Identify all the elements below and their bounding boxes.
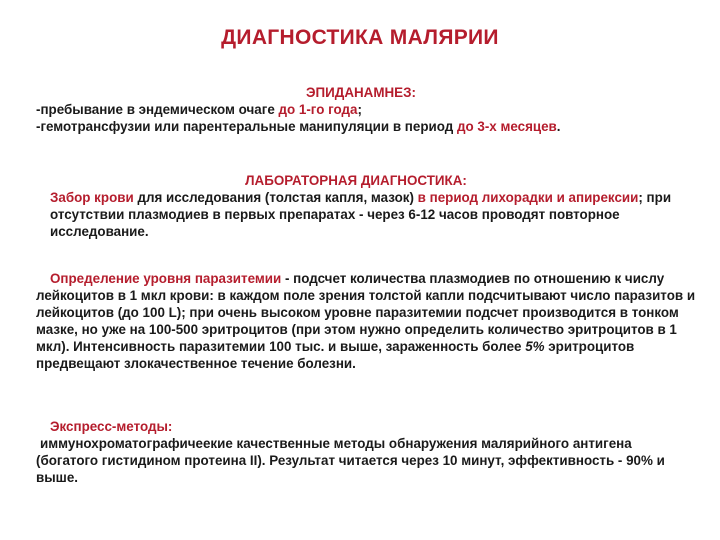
- lab-highlight-period: в период лихорадки и апирексии: [417, 190, 639, 205]
- lab-heading: ЛАБОРАТОРНАЯ ДИАГНОСТИКА:: [245, 173, 467, 188]
- epi-line1-suffix: ;: [357, 102, 362, 117]
- express-section: [36, 418, 686, 486]
- epi-line2-suffix: .: [556, 119, 561, 134]
- parasitemia-text-2: эритроцитов предвещают злокачественное течение болезни.: [36, 339, 635, 371]
- epi-line1-prefix: -пребывание в эндемическом очаге: [36, 102, 279, 117]
- express-text: иммунохроматографичеекие качественные методы обнаружения малярийного антигена (богатого гистидином протеина II). Результат читается через 10 минут, эффективность - 90% и выше.: [36, 436, 665, 485]
- parasitemia-paragraph: [36, 270, 708, 372]
- parasitemia-text-1: - подсчет количества плазмодиев по отношению к числу лейкоцитов в 1 мкл крови: в каждом поле зрения толстой капли подсчитывают число паразитов и лейкоцитов (до 100 L); при очень высоком уровне паразитемии подсчет производится в тонком мазке, но уже на 100-500 эритроцитов (при этом нужно определить количество эритроцитов в 1 мкл). Интенсивность паразитемии 100 тыс. и выше, зараженность более: [36, 271, 696, 354]
- lab-paragraph: [36, 189, 676, 240]
- lab-text-1: для исследования (толстая капля, мазок): [133, 190, 418, 205]
- epidemiology-line-2: [36, 118, 686, 135]
- epidemiology-heading: ЭПИДАНАМНЕЗ:: [306, 85, 416, 100]
- epidemiology-line-1: [36, 101, 686, 118]
- parasitemia-highlight: Определение уровня паразитемии: [50, 271, 282, 286]
- epi-line2-prefix: -гемотрансфузии или парентеральные манипуляции в период: [36, 119, 457, 134]
- lab-highlight-blood-sampling: Забор крови: [50, 190, 134, 205]
- express-heading: Экспресс-методы:: [50, 419, 173, 434]
- epidemiology-section: [36, 84, 686, 135]
- parasitemia-percent: 5%: [525, 339, 545, 354]
- slide-title: ДИАГНОСТИКА МАЛЯРИИ: [221, 26, 499, 49]
- express-paragraph: [36, 435, 686, 486]
- lab-text-2: ; при отсутствии плазмодиев в первых препаратах - через 6-12 часов проводят повторное исследование.: [50, 190, 672, 239]
- parasitemia-section: [36, 270, 708, 372]
- epi-line1-highlight: до 1-го года: [278, 102, 358, 117]
- epi-line2-highlight: до 3-х месяцев: [456, 119, 557, 134]
- lab-section: [36, 172, 676, 240]
